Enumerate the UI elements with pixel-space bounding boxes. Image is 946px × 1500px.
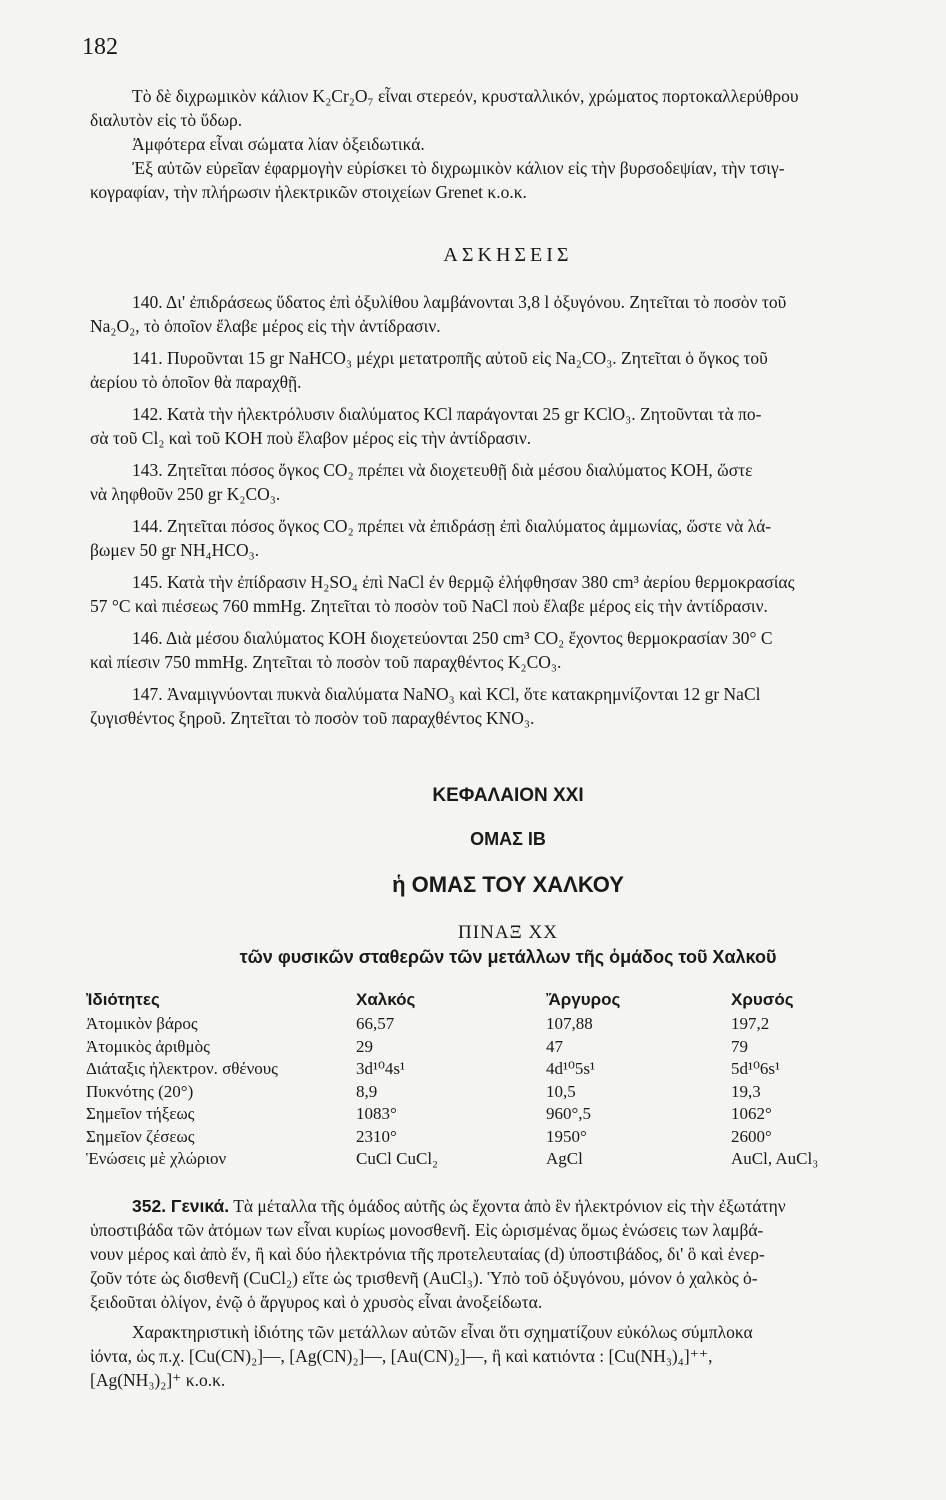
exercise-item (90, 290, 926, 338)
table-cell: AuCl, AuCl₃ (731, 1149, 819, 1169)
general-line: ξειδοῦται ὀλίγον, ἐνῷ ὁ ἄργυρος καὶ ὁ χρυσὸς εἶναι ἀνοξείδωτα. (90, 1292, 543, 1312)
table-cell: 4d¹⁰5s¹ (546, 1059, 596, 1079)
group-heading: ΟΜΑΣ ΙΒ (470, 829, 546, 849)
table-cell: 8,9 (356, 1081, 378, 1101)
exercise-line: 146. Διὰ μέσου διαλύματος KOH διοχετεύονται 250 cm³ CO₂ ἔχοντος θερμοκρασίαν 30° C (132, 628, 773, 648)
chapter-heading: ΚΕΦΑΛΑΙΟΝ XXI (432, 785, 584, 806)
table-row (86, 1126, 931, 1149)
table-row (86, 1148, 931, 1171)
exercise-line: 147. Ἀναμιγνύονται πυκνὰ διαλύματα NaNO₃ καὶ KCl, ὅτε κατακρημνίζονται 12 gr NaCl (132, 684, 761, 704)
table-cell: 66,57 (356, 1014, 395, 1034)
table-subtitle: τῶν φυσικῶν σταθερῶν τῶν μετάλλων τῆς ὁμάδος τοῦ Χαλκοῦ (239, 947, 777, 967)
exercise-item (90, 402, 926, 450)
table-row (86, 1036, 931, 1059)
page-number: 182 (82, 34, 118, 60)
table-cell: AgCl (546, 1149, 583, 1169)
table-cell: 10,5 (546, 1081, 576, 1101)
general-line: νουν μέρος καὶ ἀπὸ ἕν, ἢ καὶ δύο ἠλεκτρόνια τῆς προτελευταίας (d) ὑποστιβάδος, δι' ὃ καὶ ἐνερ- (90, 1244, 765, 1264)
table-cell: 960°,5 (546, 1104, 592, 1124)
exercise-item (90, 570, 926, 618)
table-heading: ΠΙΝΑΞ XX (458, 922, 558, 943)
exercise-item (90, 346, 926, 394)
table-cell: 79 (731, 1036, 748, 1056)
general-line: Χαρακτηριστικὴ ἰδιότης τῶν μετάλλων αὐτῶν εἶναι ὅτι σχηματίζουν εὐκόλως σύμπλοκα (132, 1322, 753, 1342)
table-cell: 3d¹⁰4s¹ (356, 1059, 406, 1079)
intro-line: κογραφίαν, τὴν πλήρωσιν ἠλεκτρικῶν στοιχείων Grenet κ.ο.κ. (90, 182, 527, 202)
table-cell: 1062° (731, 1104, 772, 1124)
table-cell: 5d¹⁰6s¹ (731, 1059, 781, 1079)
table-cell: Σημεῖον ζέσεως (86, 1126, 195, 1146)
intro-line: Ἐξ αὐτῶν εὐρεῖαν ἐφαρμογὴν εὑρίσκει τὸ διχρωμικὸν κάλιον εἰς τὴν βυρσοδεψίαν, τὴν τσιγ- (132, 158, 785, 178)
exercise-item (90, 458, 926, 506)
exercise-line: 143. Ζητεῖται πόσος ὄγκος CO₂ πρέπει νὰ διοχετευθῇ διὰ μέσου διαλύματος KOH, ὥστε (132, 460, 753, 480)
header-cell: Ἰδιότητες (86, 989, 160, 1009)
exercise-item (90, 626, 926, 674)
exercise-line: σὰ τοῦ Cl₂ καὶ τοῦ KOH ποὺ ἔλαβον μέρος εἰς τὴν ἀντίδρασιν. (90, 428, 532, 448)
exercise-item (90, 682, 926, 730)
intro-line: Τὸ δὲ διχρωμικὸν κάλιον K₂Cr₂O₇ εἶναι στερεόν, κρυσταλλικόν, χρώματος πορτοκαλλερύθρου (132, 86, 799, 106)
table-header-row (86, 986, 931, 1013)
table-row (86, 1058, 931, 1081)
general-line: ἰόντα, ὡς π.χ. [Cu(CN)₂]—, [Ag(CN)₂]—, [Au(CN)₂]—, ἢ καὶ κατιόντα : [Cu(NH₃)₄]⁺⁺, (90, 1346, 713, 1366)
table-cell: Σημεῖον τήξεως (86, 1104, 195, 1124)
table-cell: CuCl CuCl₂ (356, 1149, 438, 1169)
exercise-line: 144. Ζητεῖται πόσος ὄγκος CO₂ πρέπει νὰ ἐπιδράσῃ ἐπὶ διαλύματος ἀμμωνίας, ὥστε νὰ λά- (132, 516, 772, 536)
exercise-line: βωμεν 50 gr NH₄HCO₃. (90, 540, 260, 560)
table-row (86, 1013, 931, 1036)
general-line: ζοῦν τότε ὡς δισθενῆ (CuCl₂) εἴτε ὡς τρισθενῆ (AuCl₃). Ὑπὸ τοῦ ὀξυγόνου, μόνον ὁ χαλκὸς ὀ- (90, 1268, 758, 1288)
intro-paragraph (90, 84, 926, 204)
table-cell: Ἀτομικὸς ἀριθμὸς (86, 1036, 210, 1056)
header-cell: Χαλκός (356, 989, 416, 1009)
exercise-line: 141. Πυροῦνται 15 gr NaHCO₃ μέχρι μετατροπῆς αὐτοῦ εἰς Na₂CO₃. Ζητεῖται ὁ ὄγκος τοῦ (132, 348, 768, 368)
table-cell: Διάταξις ἠλεκτρον. σθένους (86, 1059, 278, 1079)
table-row (86, 1081, 931, 1104)
section-number: 352. Γενικά. (132, 1196, 230, 1216)
exercises-heading: ΑΣΚΗΣΕΙΣ (443, 244, 573, 266)
table-cell: 47 (546, 1036, 563, 1056)
table-cell: Πυκνότης (20°) (86, 1081, 194, 1101)
general-line: ὑποστιβάδα τῶν ἀτόμων των εἶναι κυρίως μονοσθενῆ. Εἰς ὡρισμένας ὅμως ἑνώσεις των λαμβά- (90, 1220, 764, 1240)
exercise-list (90, 290, 926, 730)
table-row (86, 1103, 931, 1126)
table-cell: 1083° (356, 1104, 397, 1124)
exercise-line: νὰ ληφθοῦν 250 gr K₂CO₃. (90, 484, 281, 504)
table-cell: Ἑνώσεις μὲ χλώριον (86, 1149, 227, 1169)
exercise-line: ζυγισθέντος ξηροῦ. Ζητεῖται τὸ ποσὸν τοῦ παραχθέντος KNO₃. (90, 708, 535, 728)
intro-line: Ἀμφότερα εἶναι σώματα λίαν ὀξειδωτικά. (132, 134, 425, 154)
header-cell: Ἄργυρος (546, 989, 621, 1009)
general-section (90, 1194, 926, 1392)
exercise-line: 142. Κατὰ τὴν ἠλεκτρόλυσιν διαλύματος KCl παράγονται 25 gr KClO₃. Ζητοῦνται τὰ πο- (132, 404, 762, 424)
exercise-line: 140. Δι' ἐπιδράσεως ὕδατος ἐπὶ ὀξυλίθου λαμβάνονται 3,8 l ὀξυγόνου. Ζητεῖται τὸ ποσὸν τοῦ (132, 292, 787, 312)
table-cell: 29 (356, 1036, 373, 1056)
table-cell: 2600° (731, 1126, 772, 1146)
properties-table (86, 986, 931, 1171)
exercise-line: 57 °C καὶ πιέσεως 760 mmHg. Ζητεῖται τὸ ποσὸν τοῦ NaCl ποὺ ἔλαβε μέρος εἰς τὴν ἀντίδρασιν. (90, 596, 768, 616)
exercise-line: ἀερίου τὸ ὁποῖον θὰ παραχθῇ. (90, 372, 302, 392)
table-cell: Ἀτομικὸν βάρος (86, 1014, 198, 1034)
exercise-line: Na₂O₂, τὸ ὁποῖον ἔλαβε μέρος εἰς τὴν ἀντίδρασιν. (90, 316, 441, 336)
exercise-item (90, 514, 926, 562)
general-text: Τὰ μέταλλα τῆς ὁμάδος αὐτῆς ὡς ἔχοντα ἀπὸ ἓν ἠλεκτρόνιον εἰς τὴν ἐξωτάτην (229, 1196, 786, 1216)
general-line: [Ag(NH₃)₂]⁺ κ.ο.κ. (90, 1370, 226, 1390)
table-cell: 197,2 (731, 1014, 770, 1034)
table-cell: 1950° (546, 1126, 587, 1146)
intro-line: διαλυτὸν εἰς τὸ ὕδωρ. (90, 110, 243, 130)
exercise-line: 145. Κατὰ τὴν ἐπίδρασιν H₂SO₄ ἐπὶ NaCl ἐν θερμῷ ἐλήφθησαν 380 cm³ ἀερίου θερμοκρασίας (132, 572, 795, 592)
exercise-line: καὶ πίεσιν 750 mmHg. Ζητεῖται τὸ ποσὸν τοῦ παραχθέντος K₂CO₃. (90, 652, 562, 672)
copper-group-heading: ἡ ΟΜΑΣ ΤΟΥ ΧΑΛΚΟΥ (392, 872, 624, 897)
general-line (90, 1194, 926, 1218)
header-cell: Χρυσός (731, 989, 794, 1009)
table-cell: 19,3 (731, 1081, 761, 1101)
table-cell: 2310° (356, 1126, 397, 1146)
table-cell: 107,88 (546, 1014, 593, 1034)
